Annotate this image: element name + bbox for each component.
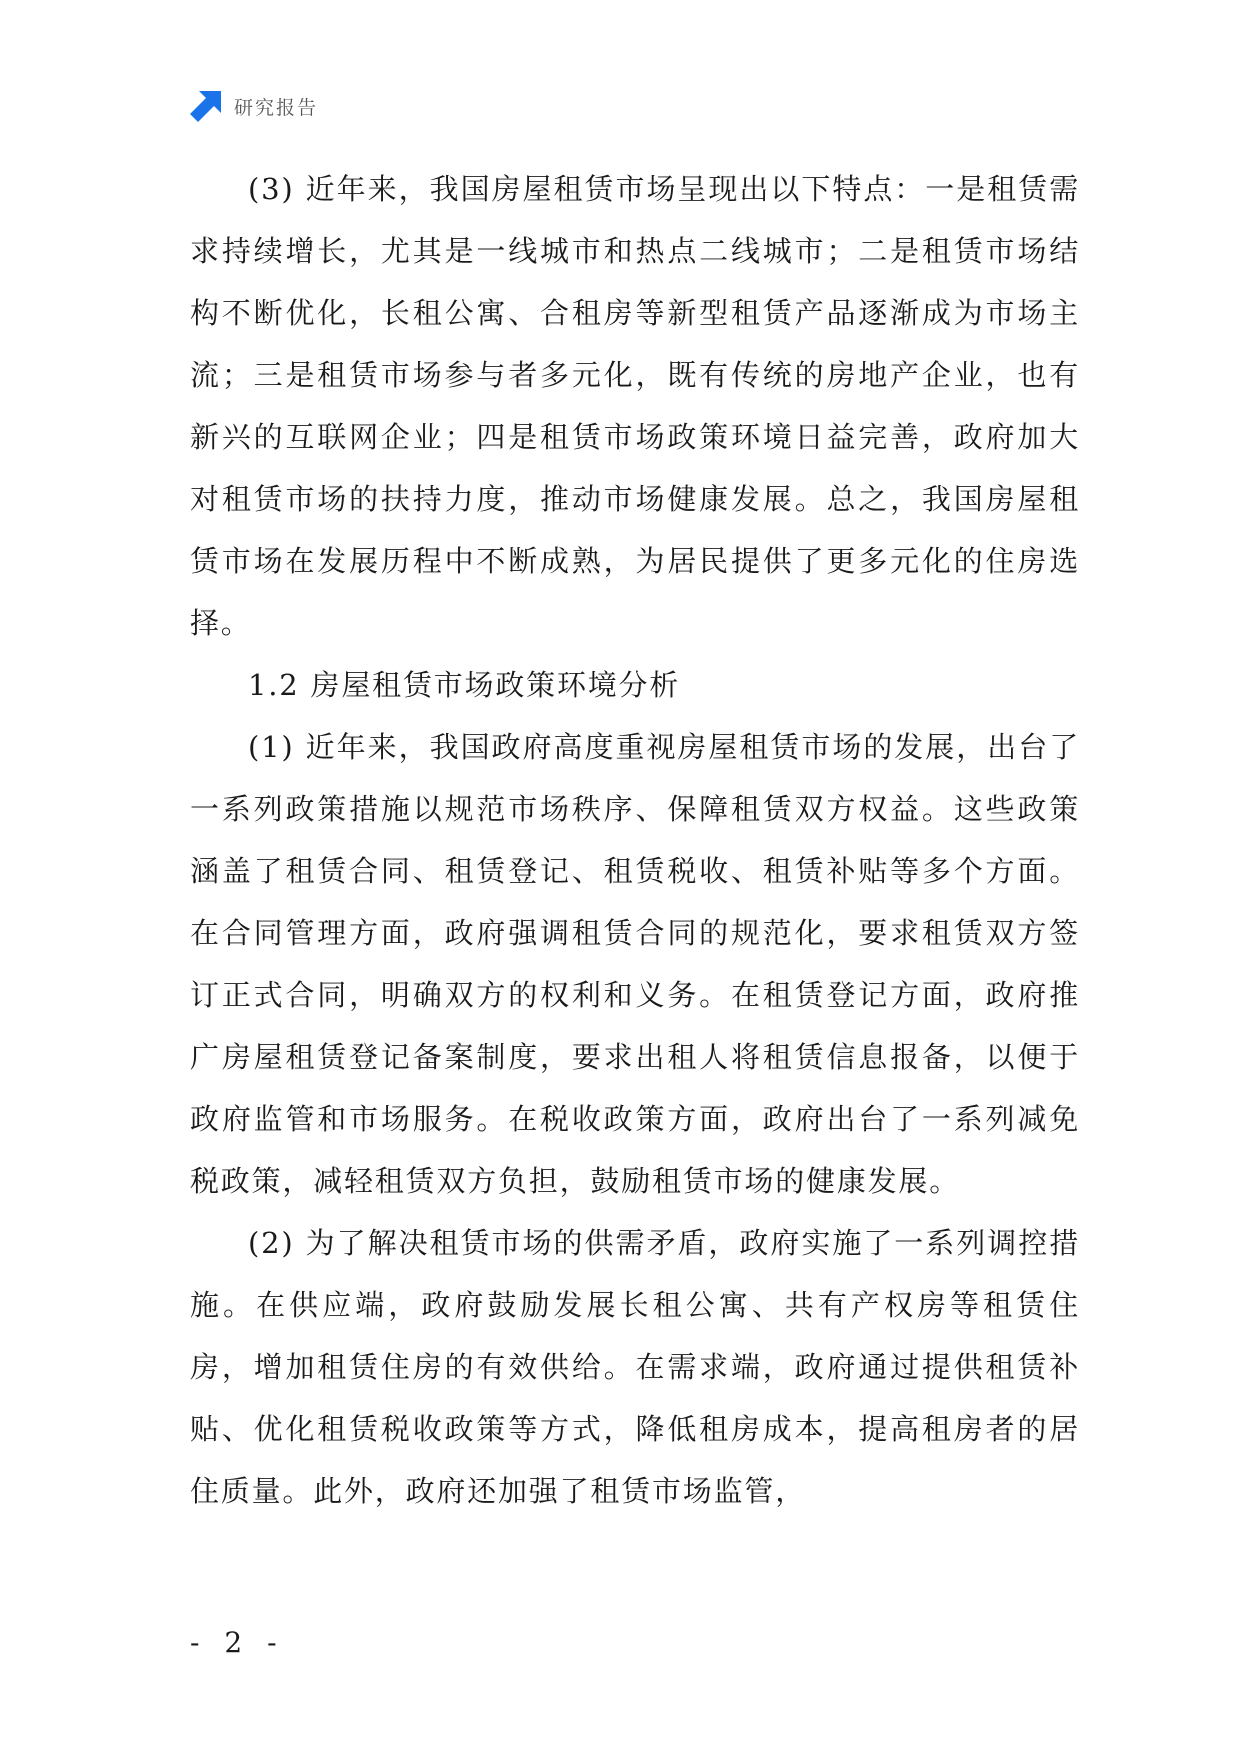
paragraph-1: (1) 近年来，我国政府高度重视房屋租赁市场的发展，出台了一系列政策措施以规范市场秩序、保障租赁双方权益。这些政策涵盖了租赁合同、租赁登记、租赁税收、租赁补贴等多个方面。在合同管理方面，政府强调租赁合同的规范化，要求租赁双方签订正式合同，明确双方的权利和义务。在租赁登记方面，政府推广房屋租赁登记备案制度，要求出租人将租赁信息报备，以便于政府监管和市场服务。在税收政策方面，政府出台了一系列减免税政策，减轻租赁双方负担，鼓励租赁市场的健康发展。: [190, 730, 1080, 1198]
page-number: - 2 -: [190, 1626, 285, 1659]
section-heading: 1.2 房屋租赁市场政策环境分析: [248, 668, 681, 702]
paragraph-2: (2) 为了解决租赁市场的供需矛盾，政府实施了一系列调控措施。在供应端，政府鼓励发展长租公寓、共有产权房等租赁住房，增加租赁住房的有效供给。在需求端，政府通过提供租赁补贴、优化租赁税收政策等方式，降低租房成本，提高租房者的居住质量。此外，政府还加强了租赁市场监管，: [190, 1226, 1080, 1508]
paragraph-3: (3) 近年来，我国房屋租赁市场呈现出以下特点：一是租赁需求持续增长，尤其是一线城市和热点二线城市；二是租赁市场结构不断优化，长租公寓、合租房等新型租赁产品逐渐成为市场主流；三是租赁市场参与者多元化，既有传统的房地产企业，也有新兴的互联网企业；四是租赁市场政策环境日益完善，政府加大对租赁市场的扶持力度，推动市场健康发展。总之，我国房屋租赁市场在发展历程中不断成熟，为居民提供了更多元化的住房选择。: [190, 172, 1080, 640]
document-body: [190, 158, 1080, 1522]
page-header: [190, 88, 318, 124]
arrow-logo-icon: [190, 90, 222, 122]
header-label: 研究报告: [234, 96, 319, 119]
